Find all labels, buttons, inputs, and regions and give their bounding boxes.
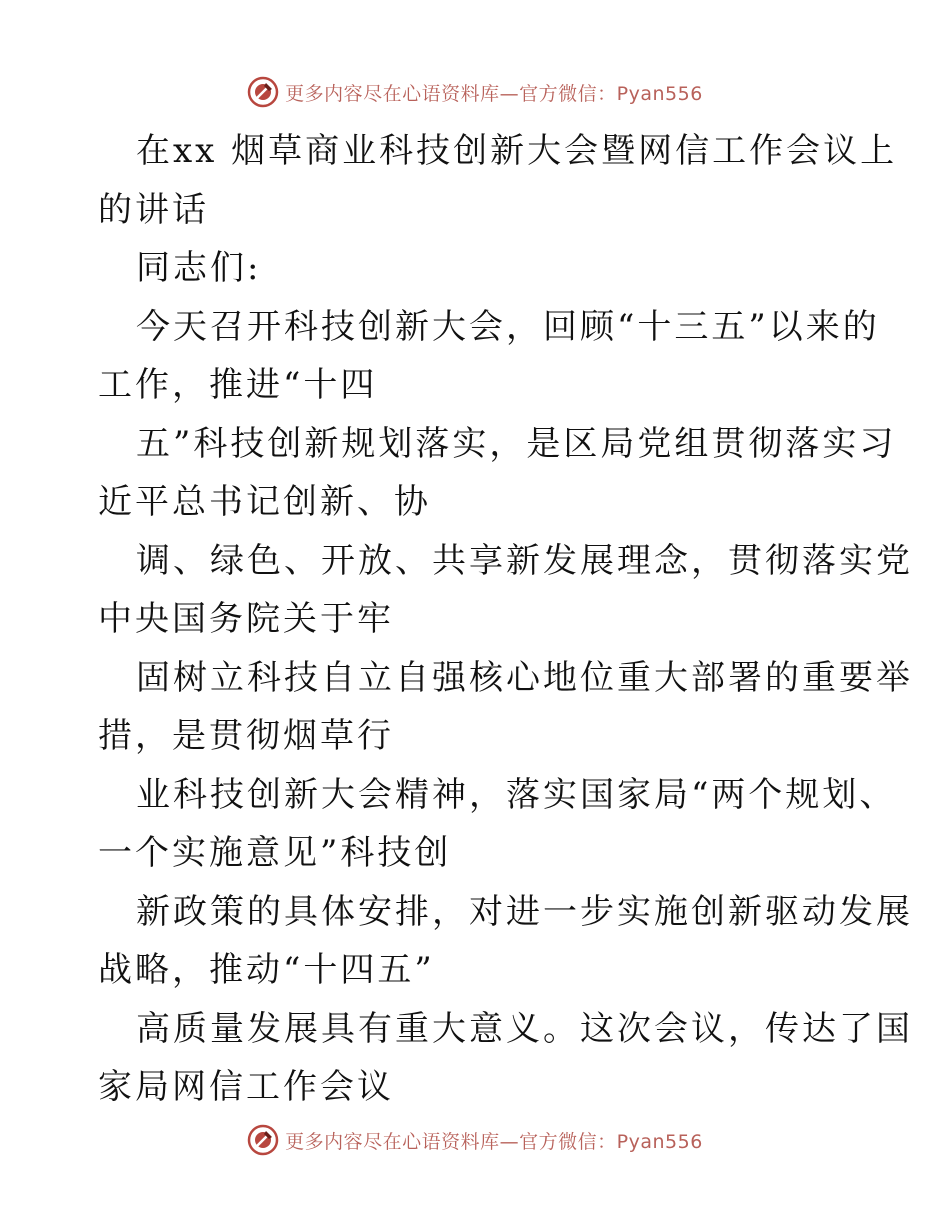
footer-banner-text: 更多内容尽在心语资料库—官方微信：Pyan556 <box>285 1130 703 1153</box>
paragraph-line: 一个实施意见”科技创 <box>98 833 452 873</box>
header-banner-text: 更多内容尽在心语资料库—官方微信：Pyan556 <box>285 82 703 105</box>
paragraph-line: 家局网信工作会议 <box>98 1067 394 1107</box>
paragraph-line: 近平总书记创新、协 <box>98 482 431 522</box>
paragraph-line: 新政策的具体安排，对进一步实施创新驱动发展 <box>136 891 913 932</box>
title-line-1: 在xx 烟草商业科技创新大会暨网信工作会议上 <box>136 131 898 171</box>
paragraph-line: 今天召开科技创新大会，回顾“十三五”以来的 <box>136 306 880 347</box>
document-body <box>98 122 913 1117</box>
paragraph-line: 工作，推进“十四 <box>98 365 378 405</box>
paragraph-line: 战略，推动“十四五” <box>98 950 435 990</box>
title-line-2: 的讲话 <box>98 189 209 230</box>
brand-logo-icon <box>247 1124 279 1156</box>
header-banner <box>0 72 950 112</box>
paragraph-line: 中央国务院关于牢 <box>98 599 394 639</box>
paragraph-line: 措，是贯彻烟草行 <box>98 716 394 756</box>
salutation: 同志们: <box>136 248 262 288</box>
paragraph-line: 高质量发展具有重大意义。这次会议，传达了国 <box>136 1008 913 1049</box>
brand-logo-icon <box>247 76 279 108</box>
paragraph-line: 业科技创新大会精神，落实国家局“两个规划、 <box>136 774 897 815</box>
paragraph-line: 五”科技创新规划落实，是区局党组贯彻落实习 <box>136 423 897 464</box>
paragraph-line: 固树立科技自立自强核心地位重大部署的重要举 <box>136 657 913 698</box>
footer-banner <box>0 1120 950 1160</box>
paragraph-line: 调、绿色、开放、共享新发展理念，贯彻落实党 <box>136 540 913 581</box>
